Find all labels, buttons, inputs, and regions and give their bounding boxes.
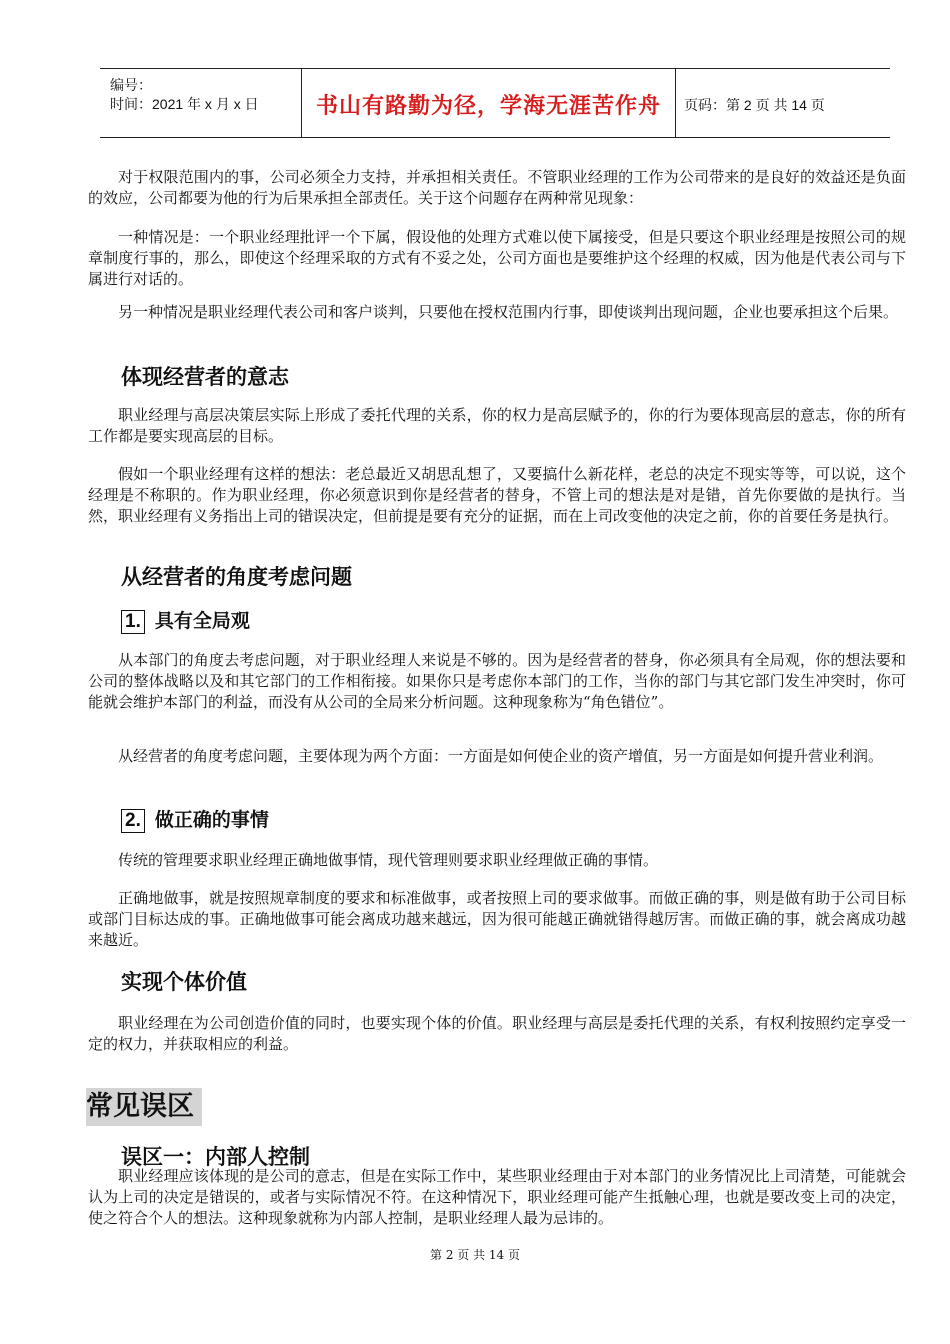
paragraph: 对于权限范围内的事，公司必须全力支持，并承担相关责任。不管职业经理的工作为公司带来的是良好的效益还是负面的效应，公司都要为他的行为后果承担全部责任。关于这个问题存在两种常见现象： xyxy=(88,168,906,207)
subsection-number: 1. xyxy=(121,610,145,634)
paragraph: 传统的管理要求职业经理正确地做事情，现代管理则要求职业经理做正确的事情。 xyxy=(118,851,659,869)
paragraph: 从本部门的角度去考虑问题，对于职业经理人来说是不够的。因为是经营者的替身，你必须具有全局观，你的想法要和公司的整体战略以及和其它部门的工作相衔接。如果你只是考虑你本部门的工作，当你的部门与其它部门发生冲突时，你可能就会维护本部门的利益，而没有从公司的全局来分析问题。这种现象称为“角色错位”。 xyxy=(88,651,906,711)
subsection-title: 做正确的事情 xyxy=(154,809,269,831)
paragraph: 职业经理在为公司创造价值的同时，也要实现个体的价值。职业经理与高层是委托代理的关系，有权利按照约定享受一定的权力，并获取相应的利益。 xyxy=(88,1014,906,1053)
paragraph: 正确地做事，就是按照规章制度的要求和标准做事，或者按照上司的要求做事。而做正确的事，则是做有助于公司目标或部门目标达成的事。正确地做事可能会离成功越来越远，因为很可能越正确就错得越厉害。而做正确的事，就会离成功越来越近。 xyxy=(88,889,906,949)
subsection-title: 具有全局观 xyxy=(154,610,250,632)
subsection-heading xyxy=(121,805,269,833)
section-heading: 误区一：内部人控制 xyxy=(121,1145,310,1169)
header-page-label: 页码：第 2 页 共 14 页 xyxy=(684,97,825,113)
header-motto-cell xyxy=(302,69,676,137)
chapter-heading: 常见误区 xyxy=(86,1088,202,1126)
header-page-cell xyxy=(676,69,890,137)
paragraph: 另一种情况是职业经理代表公司和客户谈判，只要他在授权范围内行事，即使谈判出现问题，企业也要承担这个后果。 xyxy=(118,303,899,321)
paragraph: 职业经理与高层决策层实际上形成了委托代理的关系，你的权力是高层赋予的，你的行为要体现高层的意志，你的所有工作都是要实现高层的目标。 xyxy=(88,406,906,445)
paragraph: 假如一个职业经理有这样的想法：老总最近又胡思乱想了，又要搞什么新花样，老总的决定不现实等等，可以说，这个经理是不称职的。作为职业经理，你必须意识到你是经营者的替身，不管上司的想法是对是错，首先你要做的是执行。当然，职业经理有义务指出上司的错误决定，但前提是要有充分的证据，而在上司改变他的决定之前，你的首要任务是执行。 xyxy=(88,465,906,525)
header-info-cell xyxy=(100,69,302,137)
section-heading: 体现经营者的意志 xyxy=(121,365,289,389)
subsection-number: 2. xyxy=(121,809,145,833)
header-motto: 书山有路勤为径，学海无涯苦作舟 xyxy=(315,94,661,119)
header-number-label: 编号： xyxy=(110,77,152,93)
section-heading: 实现个体价值 xyxy=(121,970,247,994)
paragraph: 一种情况是：一个职业经理批评一个下属，假设他的处理方式难以使下属接受，但是只要这个职业经理是按照公司的规章制度行事的，那么，即使这个经理采取的方式有不妥之处，公司方面也是要维护这个经理的权威，因为他是代表公司与下属进行对话的。 xyxy=(88,228,906,288)
section-heading: 从经营者的角度考虑问题 xyxy=(121,565,352,589)
subsection-heading xyxy=(121,606,250,634)
header-date-label: 时间：2021 年 x 月 x 日 xyxy=(110,96,259,112)
page-header xyxy=(100,68,890,138)
page-footer: 第 2 页 共 14 页 xyxy=(430,1248,520,1262)
paragraph: 职业经理应该体现的是公司的意志，但是在实际工作中，某些职业经理由于对本部门的业务情况比上司清楚，可能就会认为上司的决定是错误的，或者与实际情况不符。在这种情况下，职业经理可能产生抵触心理，也就是要改变上司的决定，使之符合个人的想法。这种现象就称为内部人控制，是职业经理人最为忌讳的。 xyxy=(88,1167,906,1227)
paragraph: 从经营者的角度考虑问题，主要体现为两个方面：一方面是如何使企业的资产增值，另一方面是如何提升营业利润。 xyxy=(118,747,884,765)
